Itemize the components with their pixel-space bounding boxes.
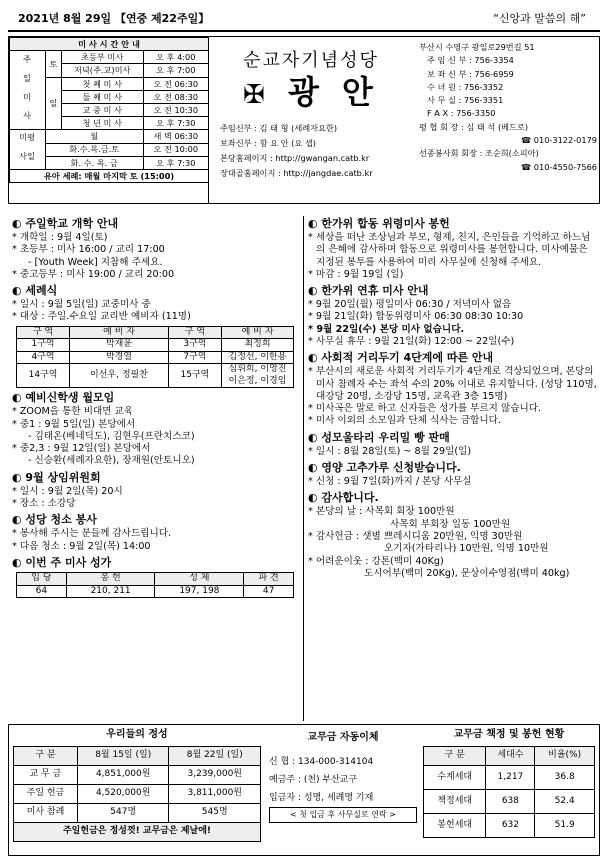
church-subtitle: 순교자기념성당	[243, 50, 379, 71]
cell: 15구역	[168, 364, 221, 388]
th: 예 비 자	[70, 326, 169, 339]
th: 예 비 자	[222, 326, 294, 339]
left-column	[12, 214, 298, 598]
transfer-line: 예금주 : (천) 부산교구	[269, 775, 358, 785]
list-item: * 세상을 떠난 조상님과 부모, 형제, 친지, 은인들을 기억하고 하느님의 은혜에 감사하며 합동으로 위령미사를 봉헌합니다. 미사예물은 지정된 봉투를 사용하여 미리 사무실에 신청해 주세요.	[308, 232, 591, 268]
header	[8, 6, 600, 32]
mass-row-time: 오 후 7:00	[143, 64, 208, 77]
section-title: ◐ 9월 상임위원회	[12, 470, 101, 484]
cell: 210, 211	[66, 585, 155, 598]
th: 비율(%)	[535, 746, 595, 765]
phone-line: 주 임 신 부 : 756-3354	[427, 55, 514, 66]
list-item: * 중고등부 : 미사 19:00 / 교리 20:00	[12, 268, 175, 280]
mass-row-time: 오 후 7:30	[143, 117, 208, 130]
top-info-box	[8, 36, 600, 204]
list-item: * 개학일 : 9월 4일(토)	[12, 232, 108, 244]
list-item: 도시어부(백미 20Kg), 문상이수영점(백미 40kg)	[364, 567, 570, 579]
list-item: * 장소 : 소강당	[12, 498, 76, 510]
section-title: ◐ 영양 고추가루 신청받습니다.	[308, 461, 461, 475]
funeral-service-head: 선종봉사회 회장 : 조순희(소피아)	[419, 148, 539, 159]
section-title: ◐ 주일학교 개학 안내	[12, 217, 119, 230]
list-item: - 신승환(세례자요한), 장재원(안토니오)	[28, 455, 195, 467]
list-item: * 대상 : 주일.수요일 교리반 예비자 (11명)	[12, 311, 191, 323]
cell: 봉헌세대	[424, 813, 486, 837]
cell: 박경열	[70, 351, 169, 364]
list-item: * 중2,3 : 9월 12일(일) 본당에서	[12, 443, 151, 455]
list-item: * 다음 청소 : 9월 2일(목) 14:00	[12, 540, 151, 552]
auto-transfer-title: 교무금 자동이체	[307, 732, 379, 743]
list-item: * 마감 : 9월 19일 (일)	[308, 268, 404, 280]
section-title: ◐ 성모울타리 우리밀 빵 판매	[308, 430, 450, 444]
cell: 47	[244, 585, 294, 598]
mass-row-name: 청 년 미 사	[61, 117, 143, 130]
pledge-status-title: 교무금 책정 및 봉헌 현황	[453, 729, 565, 740]
list-item: * 9월 21일(화) 합동위령미사 06:30 08:30 10:30	[308, 311, 524, 323]
section-title: ◐ 한가위 연휴 미사 안내	[308, 284, 429, 298]
th: 구 역	[17, 326, 70, 339]
cell: 51.9	[535, 813, 595, 837]
cell: 52.4	[535, 789, 595, 813]
th: 입 당	[17, 573, 67, 586]
cell: 교 무 금	[14, 765, 78, 784]
cell: 3구역	[168, 339, 221, 352]
mass-row-time: 오 전 06:30	[143, 77, 208, 90]
homepage-link[interactable]: 본당홈페이지 : http://gwangan.catb.kr	[220, 152, 370, 163]
cell: 14구역	[17, 364, 70, 388]
th: 8월 15일 (일)	[77, 746, 169, 765]
transfer-note: < 첫 입금 후 사무실로 연락 >	[269, 807, 417, 823]
issue-date: 2021년 8월 29일 【연중 제22주일】	[18, 12, 210, 25]
phone-line: 수 녀 원 : 756-3352	[427, 81, 504, 92]
cell: 책정세대	[424, 789, 486, 813]
cell: 197, 198	[155, 585, 244, 598]
church-block	[216, 41, 406, 181]
hymn-table	[16, 572, 294, 598]
list-item: * 일시 : 8월 28일(토) ~ 8월 29일(일)	[308, 445, 472, 457]
auto-transfer-section	[269, 729, 417, 823]
th: 구 분	[424, 746, 486, 765]
pledge-status-table	[423, 746, 595, 838]
phone-line: 보 좌 신 부 : 756-6959	[427, 68, 514, 79]
cell: 박재윤	[70, 339, 169, 352]
pledge-status-section	[423, 729, 595, 838]
cell: 김정선, 이한용	[222, 351, 294, 364]
transfer-line: 신 협 : 134-000-314104	[269, 757, 374, 767]
cell: 3,239,000원	[169, 765, 261, 784]
mass-row-time: 오 후 7:30	[143, 156, 208, 169]
contact-block	[419, 41, 597, 174]
cell: 4,520,000원	[77, 784, 169, 803]
cell: 4,851,000원	[77, 765, 169, 784]
list-item: * ZOOM을 통한 비대면 교육	[12, 406, 134, 418]
section-title: ◐ 세례식	[12, 284, 58, 298]
offering-title: 우리들의 정성	[106, 729, 168, 740]
list-item: * 미사 이외의 소모임과 단체 식사는 금합니다.	[308, 415, 501, 427]
cell: 주일 헌금	[14, 784, 78, 803]
mass-row-name: 교 중 미 사	[61, 103, 143, 116]
sunday-label: 일	[45, 77, 61, 130]
right-column	[308, 214, 598, 580]
baptism-table	[16, 326, 294, 389]
cell: 7구역	[168, 351, 221, 364]
mass-row-name: 첫 째 미 사	[61, 77, 143, 90]
sunday-mass-label: 주 일 미 사	[22, 55, 33, 124]
funeral-phone: ☎ 010-4550-7566	[520, 161, 597, 172]
cell: 1구역	[17, 339, 70, 352]
phone-line: 사 무 실 : 756-3351	[427, 95, 504, 106]
list-item: * 신청 : 9월 7일(화)까지 / 본당 사무실	[308, 476, 472, 488]
offering-slogan: 주일헌금은 정성껏! 교무금은 제날에!	[14, 822, 261, 841]
section-title: ◐ 성당 청소 봉사	[12, 513, 97, 527]
section-title: ◐ 한가위 합동 위령미사 봉헌	[308, 217, 450, 230]
assistant-line: 보좌신부 : 함 요 안 (요 셉)	[220, 137, 316, 148]
cell: 64	[17, 585, 67, 598]
list-item: * 미사곡은 말로 하고 신자들은 성가를 부르지 않습니다.	[308, 403, 542, 415]
list-item: * 본당의 날 : 사목회 회장 100만원	[308, 506, 455, 518]
mass-row-name: 월	[45, 130, 143, 143]
church-info	[220, 121, 406, 181]
list-item: * 사무실 휴무 : 9월 21일(화) 12:00 ~ 22일(수)	[308, 336, 515, 348]
section-title: ◐ 감사합니다.	[308, 491, 379, 505]
jangdae-link[interactable]: 장대골홈페이지 : http://jangdae.catb.kr	[220, 167, 373, 178]
mass-row-time: 새 벽 06:30	[143, 130, 208, 143]
cell: 미사 참례	[14, 803, 78, 822]
saturday-label: 토	[45, 51, 61, 77]
list-item: - 김태온(베네딕도), 김현우(프란치스코)	[28, 430, 195, 442]
pastor-line: 주임신부 : 김 태 형 (세례자요한)	[220, 122, 338, 133]
mass-row-name: 둘 째 미 사	[61, 90, 143, 103]
list-item: * 초등부 : 미사 16:00 / 교리 17:00	[12, 244, 165, 256]
cell: 638	[486, 789, 535, 813]
mass-schedule-title: 미 사 시 간 안 내	[10, 38, 209, 51]
mass-row-time: 오 전 08:30	[143, 90, 208, 103]
th: 구 역	[168, 326, 221, 339]
section-title: ◐ 예비신학생 월모임	[12, 391, 115, 405]
list-item: * 중1 : 9월 5일(일) 본당에서	[12, 418, 136, 430]
mass-row-name: 저녁(주.교)미사	[61, 64, 143, 77]
infant-baptism-note: 유아 세례: 매월 마지막 토 (15:00)	[10, 169, 209, 182]
church-name-text: 광 안	[287, 73, 379, 112]
cell: 1,217	[486, 765, 535, 789]
list-item: * 일시 : 9월 2일(목) 20시	[12, 485, 123, 497]
list-item: * 부산시의 새로운 사회적 거리두기가 4단계로 격상되었으며, 본당의 미사 참례자 수는 좌석 수의 20% 이내로 유지합니다. (성당 110명, 대강당 20명, 소강당 15명, 교육관 3층 15명)	[308, 366, 597, 402]
offering-section	[13, 729, 261, 842]
th: 8월 22일 (일)	[169, 746, 261, 765]
th: 구 분	[14, 746, 78, 765]
section-title: ◐ 사회적 거리두기 4단계에 따른 안내	[308, 351, 494, 365]
bottom-box	[8, 724, 600, 856]
cell: 547명	[77, 803, 169, 822]
motto: “신앙과 말씀의 해”	[493, 12, 586, 25]
mass-row-name: 화.수.목.금.토	[45, 143, 143, 156]
column-divider	[303, 216, 304, 721]
mass-row-name: 초등부 미사	[61, 51, 143, 64]
mass-schedule	[9, 37, 209, 203]
section-title: ◐ 이번 주 미사 성가	[12, 555, 112, 569]
th: 봉 헌	[66, 573, 155, 586]
address: 부산시 수영구 광일로29번길 51	[419, 42, 535, 52]
list-item: * 일시 : 9월 5일(일) 교중미사 중	[12, 299, 151, 311]
transfer-line: 입금자 : 성명, 세례명 기재	[269, 793, 374, 803]
list-item: * 봉사해 주시는 분들께 감사드립니다.	[12, 528, 172, 540]
council-president: 평 협 회 장 : 심 태 석 (베드로)	[419, 121, 529, 132]
list-item: 오기자(가타리나) 10만원, 익명 10만원	[384, 543, 549, 555]
offering-table	[13, 746, 261, 842]
cell: 심휘희, 이영진 이은정, 이경임	[222, 364, 294, 388]
list-item: 사목회 부회장 일동 100만원	[390, 518, 511, 530]
cell: 545명	[169, 803, 261, 822]
th: 성 체	[155, 573, 244, 586]
cell: 36.8	[535, 765, 595, 789]
mass-row-name: 화. 수. 목. 금	[45, 156, 143, 169]
cell: 최정희	[222, 339, 294, 352]
cell: 3,811,000원	[169, 784, 261, 803]
list-item: * 어려운이웃 : 강톤(백미 40Kg)	[308, 555, 444, 567]
th: 세대수	[486, 746, 535, 765]
weekday-mass-label: 평 일 미 사	[18, 133, 37, 165]
president-phone: ☎ 010-3122-0179	[520, 135, 597, 146]
church-cross-icon: ✠	[243, 80, 271, 111]
cell: 4구역	[17, 351, 70, 364]
mass-row-time: 오 전 10:30	[143, 103, 208, 116]
mass-row-time: 오 후 4:00	[143, 51, 208, 64]
list-item: - [Youth Week] 지참해 주세요.	[28, 256, 163, 268]
list-item: * 감사헌금 : 샛별 쁘레시디움 20만원, 익명 30만원	[308, 530, 523, 542]
church-name	[216, 72, 406, 113]
cell: 이선우, 정필찬	[70, 364, 169, 388]
cell: 수계세대	[424, 765, 486, 789]
phone-line: F A X : 756-3350	[427, 108, 496, 119]
mass-row-time: 오 전 10:00	[143, 143, 208, 156]
phone-list	[419, 54, 597, 120]
th: 파 견	[244, 573, 294, 586]
list-item: * 9월 22일(수) 본당 미사 없습니다.	[308, 323, 465, 335]
cell: 632	[486, 813, 535, 837]
list-item: * 9월 20일(월) 평일미사 06:30 / 저녁미사 없음	[308, 299, 512, 311]
